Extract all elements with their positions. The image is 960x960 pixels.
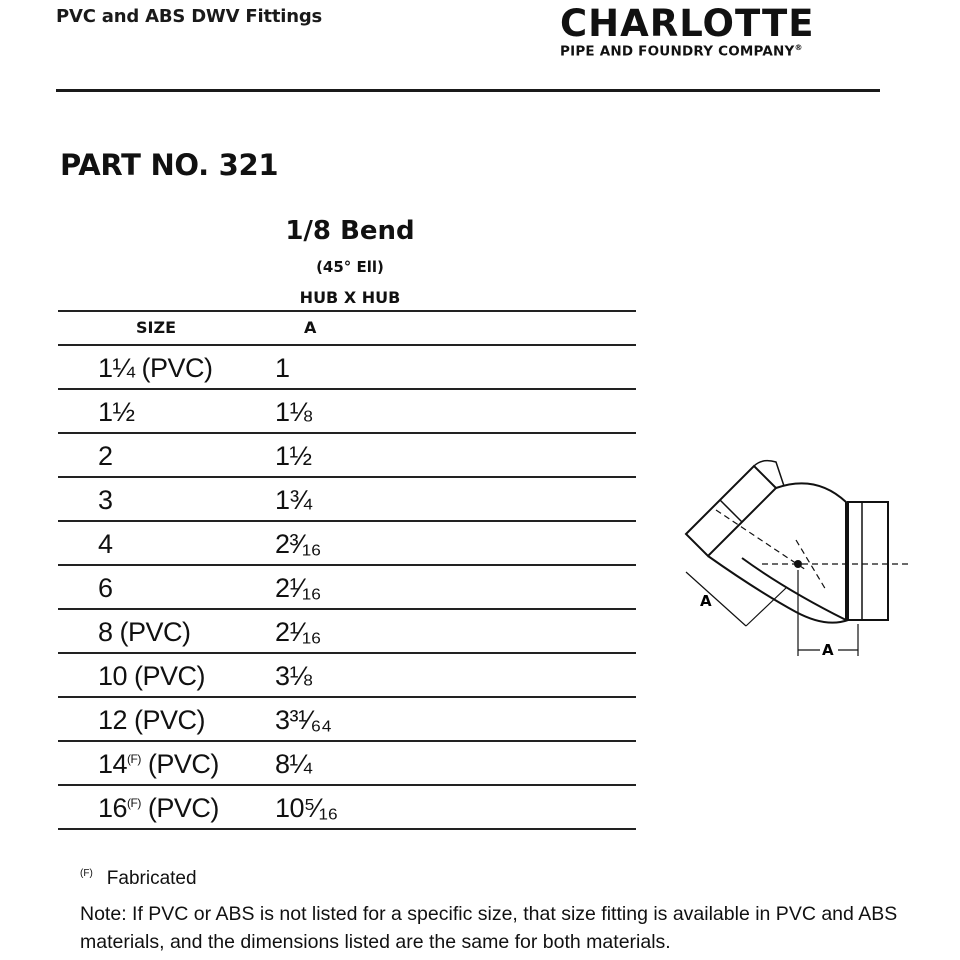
brand-subtitle: [560, 43, 880, 60]
part-number: PART NO. 321: [60, 148, 279, 182]
cell-a: 10⁵⁄₁₆: [275, 793, 338, 823]
cell-size: 1½: [98, 397, 135, 427]
cell-size: [98, 749, 219, 780]
fabricated-mark: (F): [80, 868, 93, 879]
table-row: [58, 786, 636, 828]
table-row: [58, 742, 636, 784]
cell-a: 3⅛: [275, 661, 312, 691]
footnote-note: Note: If PVC or ABS is not listed for a specific size, that size fitting is available in PVC and ABS materials, and the dimensions listed are the same for both materials.: [80, 903, 898, 953]
column-header-a: A: [304, 318, 317, 337]
cell-a: 2³⁄₁₆: [275, 529, 322, 559]
right-hub: [848, 502, 888, 620]
fabricated-mark: (F): [127, 752, 141, 766]
outer-curve: [708, 556, 848, 623]
footnote-fabricated: [80, 868, 197, 890]
cell-a: 2¹⁄₁₆: [275, 573, 322, 603]
table-header-row: [58, 312, 636, 344]
cell-size: 3: [98, 485, 113, 515]
column-header-size: SIZE: [136, 318, 177, 337]
cell-size: 2: [98, 441, 113, 471]
cell-size-suffix: (PVC): [140, 793, 219, 823]
fitting-name: 1/8 Bend: [285, 216, 415, 246]
cell-a: 1⅛: [275, 397, 312, 427]
cell-size: [98, 793, 219, 824]
brand-name: CHARLOTTE: [560, 2, 815, 45]
table-row: [58, 478, 636, 520]
fabricated-text: Fabricated: [106, 868, 197, 889]
cell-size: 8 (PVC): [98, 617, 191, 647]
table-rule: [58, 828, 636, 830]
bend-45-diagram: [676, 440, 916, 670]
cell-size-value: 14: [98, 749, 128, 779]
cell-size-value: 16: [98, 793, 128, 823]
table-row: [58, 566, 636, 608]
cell-a: 8¼: [275, 749, 312, 779]
cell-size: 1¼ (PVC): [98, 353, 213, 383]
fitting-connection: HUB X HUB: [299, 288, 401, 307]
brand-subtitle-text: PIPE AND FOUNDRY COMPANY: [560, 43, 795, 60]
registered-mark: ®: [794, 43, 803, 52]
cell-a: 1: [275, 353, 290, 383]
table-row: [58, 522, 636, 564]
cell-size-suffix: (PVC): [140, 749, 219, 779]
cell-size: 6: [98, 573, 113, 603]
table-row: [58, 610, 636, 652]
brand-logo: [560, 4, 880, 60]
table-row: [58, 698, 636, 740]
table-row: [58, 390, 636, 432]
cell-a: 3³¹⁄₆₄: [275, 705, 332, 735]
fitting-angle: (45° Ell): [316, 258, 384, 276]
cell-size: 10 (PVC): [98, 661, 206, 691]
dimension-table: [58, 310, 636, 830]
dimension-label-left: A: [700, 592, 712, 610]
table-row: [58, 346, 636, 388]
cell-a: 2¹⁄₁₆: [275, 617, 322, 647]
cell-a: 1½: [275, 441, 312, 471]
cell-size: 4: [98, 529, 113, 559]
document-section-title: PVC and ABS DWV Fittings: [56, 6, 323, 27]
table-row: [58, 654, 636, 696]
cell-a: 1¾: [275, 485, 312, 515]
center-point: [794, 560, 802, 568]
cell-size: 12 (PVC): [98, 705, 206, 735]
fabricated-mark: (F): [127, 796, 141, 810]
table-row: [58, 434, 636, 476]
dimension-label-bottom: A: [822, 641, 834, 659]
header-divider: [56, 89, 880, 92]
